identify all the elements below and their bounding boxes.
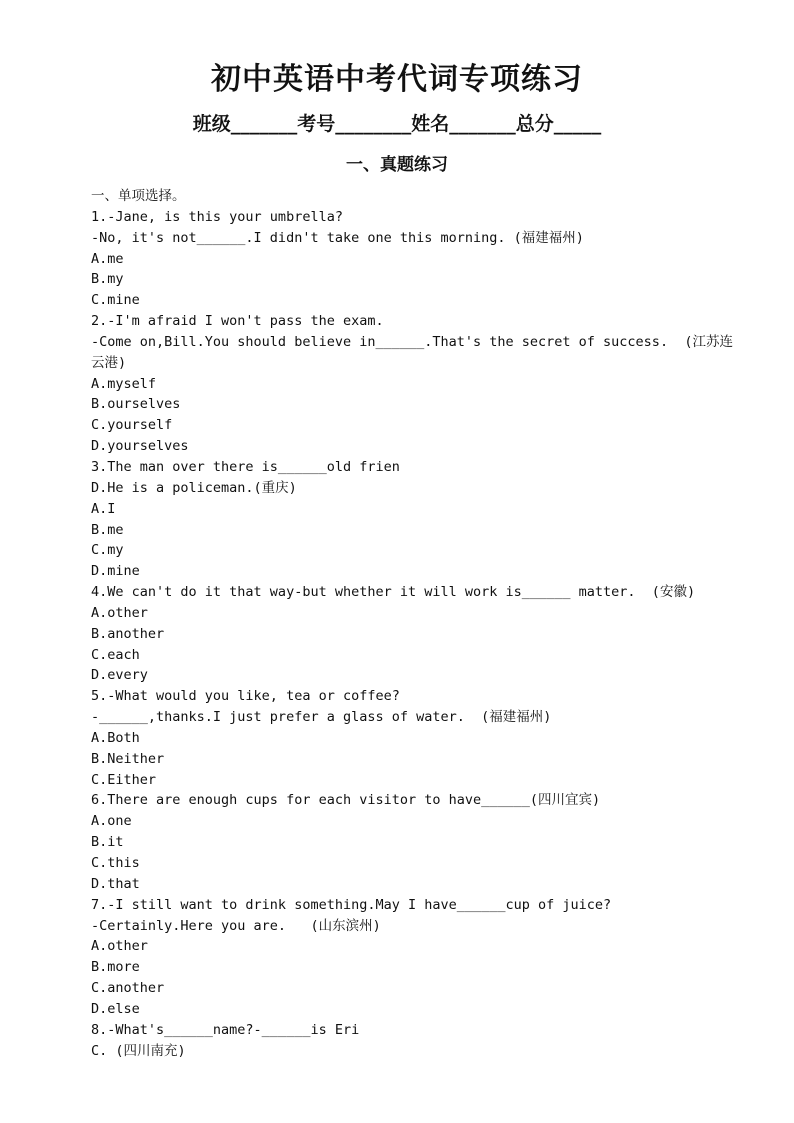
answer-option: B.it	[91, 834, 124, 851]
answer-option: C.yourself	[91, 417, 173, 434]
page-title: 初中英语中考代词专项练习	[211, 62, 583, 97]
answer-option: B.ourselves	[91, 396, 181, 413]
answer-option: B.more	[91, 959, 140, 976]
answer-option: A.me	[91, 250, 124, 267]
question-stem: 2.-I'm afraid I won't pass the exam.	[91, 313, 384, 330]
answer-option: C. (四川南充)	[91, 1042, 186, 1059]
question-stem: 4.We can't do it that way-but whether it will work is______ matter. (安徽)	[91, 584, 696, 601]
question-stem: -No, it's not______.I didn't take one this morning. (福建福州)	[91, 229, 584, 246]
answer-option: D.every	[91, 667, 148, 684]
answer-option: D.mine	[91, 563, 140, 580]
answer-option: B.my	[91, 271, 124, 288]
answer-option: C.another	[91, 980, 165, 997]
answer-option: D.yourselves	[91, 438, 189, 455]
question-list	[60, 186, 740, 1061]
answer-option: D.that	[91, 875, 140, 892]
question-stem: -Come on,Bill.You should believe in______.That's the secret of success. (江苏连云港)	[91, 333, 733, 371]
answer-option: A.other	[91, 938, 148, 955]
answer-option: A.one	[91, 813, 132, 830]
student-info-line: 班级_______考号________姓名_______总分_____	[192, 113, 602, 135]
question-stem: 7.-I still want to drink something.May I have______cup of juice?	[91, 896, 612, 913]
answer-option: A.myself	[91, 375, 157, 392]
answer-option: C.mine	[91, 292, 140, 309]
question-stem: D.He is a policeman.(重庆)	[91, 479, 297, 496]
question-stem: 1.-Jane, is this your umbrella?	[91, 208, 343, 225]
answer-option: C.Either	[91, 771, 157, 788]
answer-option: B.me	[91, 521, 124, 538]
question-stem: 8.-What's______name?-______is Eri	[91, 1021, 360, 1038]
question-stem: -Certainly.Here you are. (山东滨州)	[91, 917, 381, 934]
question-stem: -______,thanks.I just prefer a glass of water. (福建福州)	[91, 709, 552, 726]
answer-option: B.Neither	[91, 750, 165, 767]
answer-option: A.Both	[91, 729, 140, 746]
answer-option: C.my	[91, 542, 124, 559]
answer-option: C.this	[91, 855, 140, 871]
question-stem: 6.There are enough cups for each visitor to have______(四川宜宾)	[91, 792, 601, 809]
answer-option: A.I	[91, 500, 116, 517]
question-stem: 3.The man over there is______old frien	[91, 458, 400, 475]
answer-option: B.another	[91, 625, 165, 642]
answer-option: A.other	[91, 604, 148, 621]
part-heading: 一、单项选择。	[91, 188, 186, 204]
answer-option: C.each	[91, 646, 140, 663]
section-heading: 一、真题练习	[346, 155, 448, 175]
answer-option: D.else	[91, 1000, 140, 1017]
question-stem: 5.-What would you like, tea or coffee?	[91, 688, 400, 705]
